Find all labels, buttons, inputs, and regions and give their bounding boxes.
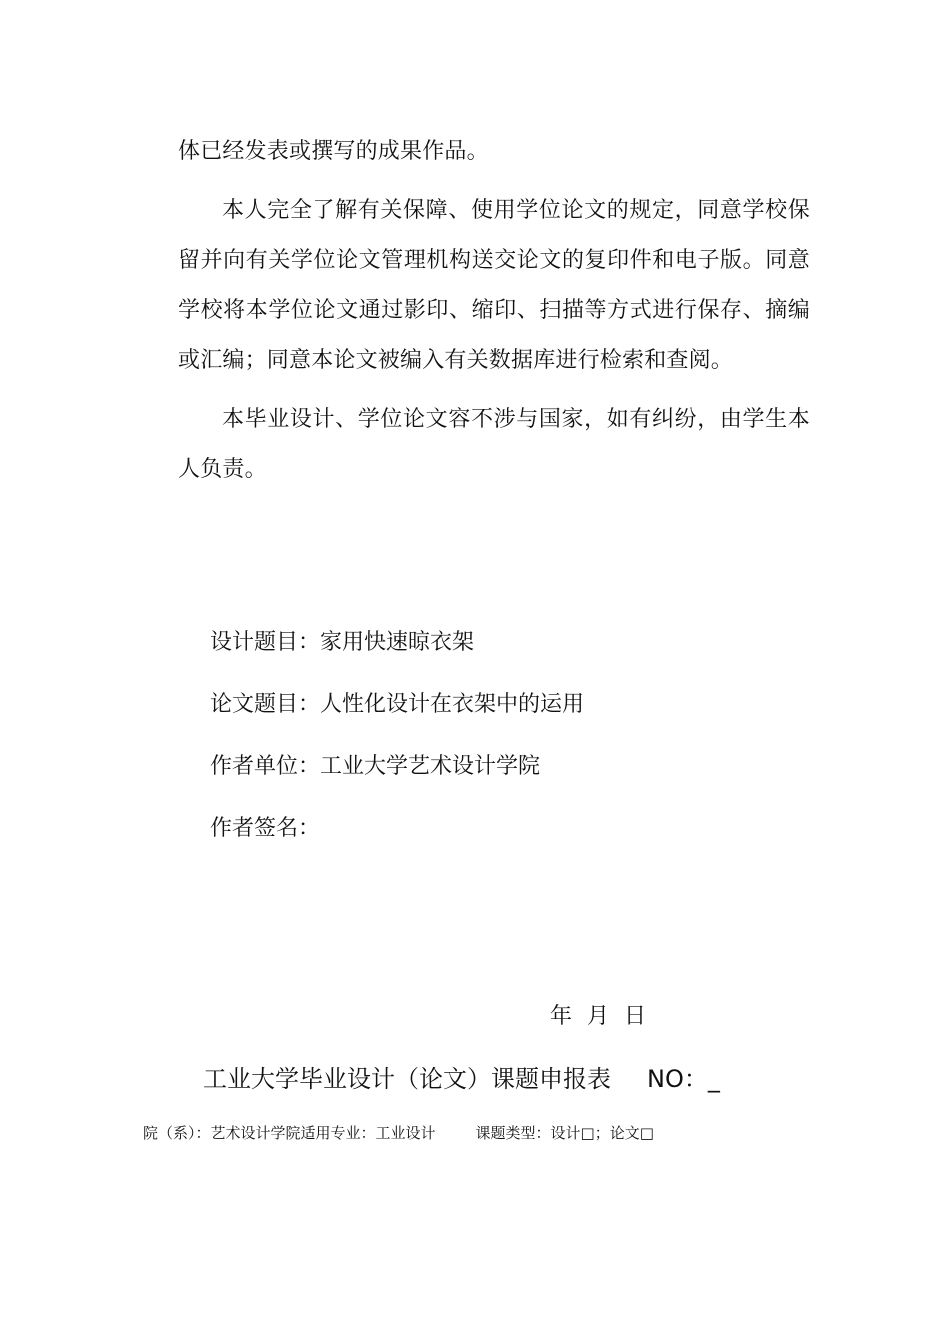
major-label: 适用专业：工业设计 bbox=[300, 1124, 436, 1142]
declaration-paragraph-2: 本人完全了解有关保障、使用学位论文的规定，同意学校保留并向有关学位论文管理机构送交论文的复印件和电子版。同意学校将本学位论文通过影印、缩印、扫描等方式进行保存、摘编或汇编；同意本论文被编入有关数据库进行检索和查阅。 bbox=[178, 198, 810, 373]
topic-type-label: 课题类型：设计□；论文□ bbox=[475, 1124, 654, 1142]
author-unit-field: 作者单位：工业大学艺术设计学院 bbox=[210, 754, 541, 779]
author-signature-field: 作者签名： bbox=[210, 816, 321, 841]
thesis-title-field: 论文题目：人性化设计在衣架中的运用 bbox=[210, 692, 585, 717]
date-line: 年 月 日 bbox=[550, 1004, 646, 1029]
form-title bbox=[203, 1062, 720, 1096]
declaration-paragraph-3: 本毕业设计、学位论文容不涉与国家，如有纠纷，由学生本人负责。 bbox=[178, 407, 810, 482]
form-meta-line bbox=[143, 1122, 654, 1144]
department-label: 院（系）：艺术设计学院 bbox=[143, 1124, 301, 1142]
declaration-continuation: 体已经发表或撰写的成果作品。 bbox=[178, 139, 489, 164]
form-number: NO：_ bbox=[647, 1065, 720, 1093]
design-title-field: 设计题目：家用快速晾衣架 bbox=[210, 630, 475, 655]
form-title-text: 工业大学毕业设计（论文）课题申报表 bbox=[203, 1065, 611, 1093]
